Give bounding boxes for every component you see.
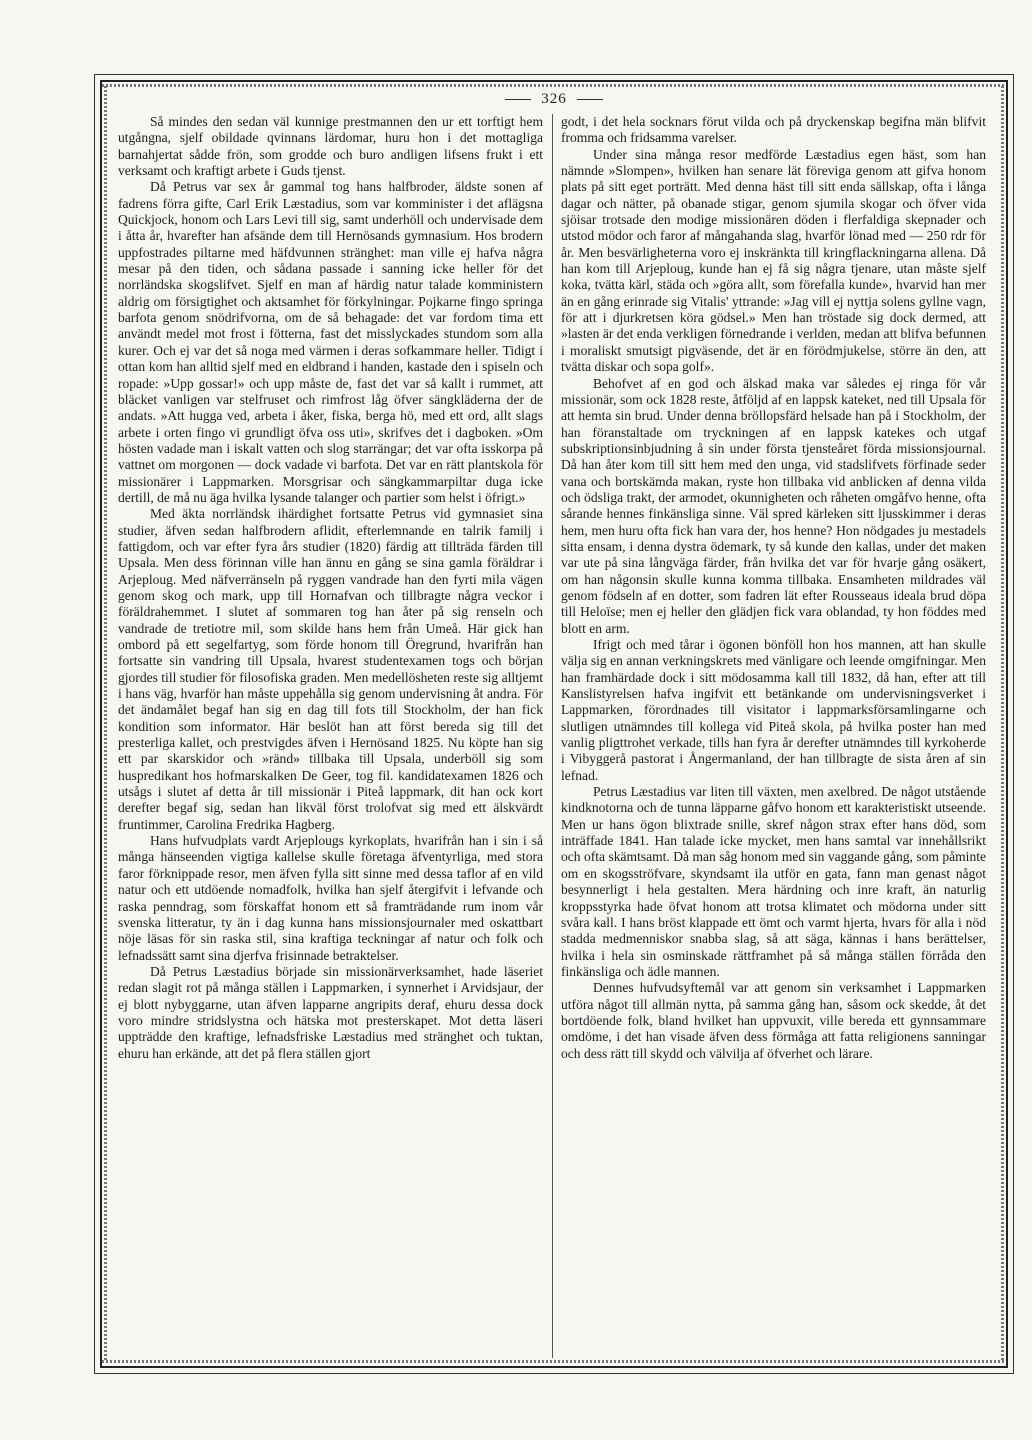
left-paragraph-4: Hans hufvudplats vardt Arjeplougs kyrkoplats, hvarifrån han i sin i så många hänseenden vigtiga kallelse skulle företaga äfventyrliga, med stora faror förknippade resor, men äfven fylla sitt sinne med dessa taflor af en vild natur och ett utdöende nomadfolk, hvilka han sjelf återgifvit i lefvande och raska penndrag, som förskaffat honom ett så framträdande rum inom vår svenska litteratur, ty än i dag kunna hans missionsjournaler med oskattbart nöje läsas för sin raska stil, sina kraftiga teckningar af natur och folk och lefnadssätt samt sina djerfva frisinnade betraktelser. [118,833,543,963]
left-paragraph-2: Då Petrus var sex år gammal tog hans halfbroder, äldste sonen af fadrens förra gifte, Carl Erik Læstadius, som var komminister i det aflägsna Quickjock, honom och Lars Levi till sig, samt underhöll och undervisade dem i åtta år, hvarefter han afsände dem till Hernösands gymnasium. Hos brodern uppfostrades piltarne med häfdvunnen stränghet: man ville ej hafva några mesar på den tiden, och sådana passade i sanning icke heller för det norrländska skogslifvet. Sjelf en man af härdig natur talade komministern aldrig om försigtighet och aktsamhet för förkylningar. Pojkarne fingo springa barfota genom snödrifvorna, om de så behagade: det var fordom tima ett användt medel mot frost i fötterna, fast det misslyckades stundom som alla kurer. Och ej var det så noga med värmen i deras sofkammare heller. Tidigt i ottan kom han alltid sjelf med en eldbrand i handen, kastade den i spiseln och ropade: »Upp gossar!» och upp måste de, fast det var så kallt i rummet, att bläcket vanligen var stelfruset och rimfrost låg öfver sängkläderna der de andats. »Att hugga ved, arbeta i åker, fiska, berga hö, med ett ord, allt slags arbete i orten fingo vi grundligt öfva oss uti», skrifves det i dagboken. »Om hösten vadade man i iskalt vatten och slog starrängar; det var ofta isskorpa på vattnet om morgonen — dock vadade vi barfota. Det var en rätt plantskola för missionärer i Lappmarken. Morsgrisar och sängkammarpiltar duga icke dertill, de må nu äga hvilka lysande talanger och partier som helst i öfrigt.» [118,179,543,505]
page-number: 326 [541,90,567,107]
left-paragraph-5: Då Petrus Læstadius började sin missionärverksamhet, hade läseriet redan slagit rot på många ställen i Lappmarken, i synnerhet i Arvidsjaur, der ej blott nybyggarne, utan äfven lapparne angripits deraf, ehuru dessa dock voro mindre stridslystna och hätska mot presterskapet. Mot detta läseri uppträdde den kraftige, lefnadsfriske Læstadius med stränghet och tuktan, ehuru han erkände, att det på flera ställen gjort [118,963,543,1061]
header-rule-left [505,99,531,100]
right-paragraph-1: godt, i det hela socknars förut vilda och på dryckenskap begifna män blifvit fromma och fridsamma varelser. [561,114,986,146]
left-column [118,114,543,1358]
right-paragraph-3: Behofvet af en god och älskad maka var således ej ringa för vår missionär, som ock 1828 reste, åtföljd af en lappsk kateket, ned till Upsala för att hemta sin brud. Under denna bröllopsfärd helsade han på i Stockholm, der han föranstaltade om tryckningen af en lappsk katekes och utgaf subskriptionsinbjudning å sin under första tjensteåret förda missionsjournal. Då han åter kom till sitt hem med den unga, vid stadslifvets förfinade seder vana och bortskämda makan, ryste hon tillbaka vid anblicken af denna vilda och ödsliga trakt, der armodet, okunnigheten och råheten omgåfvo henne, ofta sårande hennes finkänsliga sinne. Väl spred kärleken sitt ljusskimmer i deras hem, men huru ofta fick han vara der, hos henne? Hon nödgades ju mestadels sitta ensam, i denna dystra ödemark, ty så kunde den kallas, under det maken var ute på sina långväga färder, från hvilka det var för hvarje gång osäkert, om han någonsin skulle kunna komma tillbaka. Ensamheten mildrades väl genom födseln af en dotter, som fadren lät efter Rousseaus ideala brud döpa till Heloïse; men ej heller den glädjen fick vara oblandad, ty hon föddes med blott en arm. [561,375,986,636]
border-ornament-left [104,86,107,1362]
left-paragraph-1: Så mindes den sedan väl kunnige prestmannen den ur ett torftigt hem utgångna, sjelf obildade qvinnans lärdomar, huru hon i det mottagliga barnahjertat sådde frön, som grodde och buro andligen lifsens frukt i ett verksamt och kraftigt arbete i Guds tjenst. [118,114,543,179]
border-ornament-top [102,84,1006,87]
page-header [102,88,1006,110]
border-ornament-right [1001,86,1004,1362]
border-ornament-bottom [102,1360,1006,1363]
column-divider [552,114,553,1358]
right-paragraph-5: Petrus Læstadius var liten till växten, men axelbred. De något utstående kindknotorna och de tunna läpparne gåfvo honom ett karakteristiskt utseende. Men ur hans ögon blixtrade snille, skref någon strax efter hans död, som inträffade 1841. Han talade icke mycket, men hans samtal var innehållsrikt och ofta skämtsamt. Då man såg honom med sin vaggande gång, som påminte om en skogsströfvare, skyndsamt ila utför en gata, fann man genast något besynnerligt i hela gestalten. Mera härdning och inre kraft, än naturlig kroppsstyrka hade öfvat honom att trotsa klimatet och mödorna under sitt svåra kall. I hans bröst klappade ett ömt och varmt hjerta, hvars för alla i nöd stadda medmenniskor snabba slag, så att säga, kännas i hans berättelser, hvilka i hela sin osminskade rättframhet på så många ställen förråda den finkänsliga och ädle mannen. [561,784,986,979]
right-paragraph-4: Ifrigt och med tårar i ögonen bönföll hon hos mannen, att han skulle välja sig en annan verkningskrets med vänligare och leende omgifningar. Men han framhärdade dock i sitt mödosamma kall till 1832, då han, efter att till Kanslistyrelsen hafva ingifvit ett betänkande om undervisningsverket i Lappmarken, förordnades till visitator i lappmarksförsamlingarne och slutligen utnämndes till kollega vid Piteå skola, på hvilka poster han med vanlig pligttrohet verkade, tills han fyra år derefter utnämndes till kyrkoherde i Vibyggerå pastorat i Ångermanland, der han tillbragte de sista åren af sin lefnad. [561,637,986,783]
header-rule-right [577,99,603,100]
right-paragraph-6: Dennes hufvudsyftemål var att genom sin verksamhet i Lappmarken utföra något till allmän nytta, på samma gång han, såsom ock skedde, åt det bortdöende folk, bland hvilket han uppvuxit, ville bereda ett gynnsammare omdöme, i det han visade äfven dess förmåga att fatta religionens sanningar och dess rätt till skydd och välvilja af öfverhet och lärare. [561,980,986,1061]
right-paragraph-2: Under sina många resor medförde Læstadius egen häst, som han nämnde »Slompen», hvilken han senare lät föreviga genom att gifva honom plats på sitt eget porträtt. Med denna häst till sitt enda sällskap, ofta i långa dagar och nätter, på obanade stigar, genom sjumila skogar och öfver vida sjöisar trotsade den modige missionären döden i flerfaldiga skepnader och utstod mödor och faror af mångahanda slag, hvarför lönad med — 250 rdr för år. Men besvärligheterna voro ej inskränkta till kringflackningarna allena. Då han kom till Arjeploug, kunde han ej få sig några tjenare, utan måste sjelf koka, tvätta kärl, städa och »göra allt, som förefalla kunde», hvarvid han mer än en gång erinrade sig Vitalis' yttrande: »Jag vill ej nyttja solens gyllne vagn, för att i djurkretsen köra gödsel.» Men han tröstade sig dock dermed, att »lasten är det enda verkligen förnedrande i verlden, medan att blifva befunnen i moraliskt smutsigt pigväsende, det är en förödmjukelse, större än den, att tvätta diskar och sopa golf». [561,146,986,375]
left-paragraph-3: Med äkta norrländsk ihärdighet fortsatte Petrus vid gymnasiet sina studier, äfven sedan halfbrodern aflidit, efterlemnande en talrik familj i fattigdom, och var efter fyra års studier (1820) färdig att tillträda färden till Upsala. Men dess förinnan ville han ännu en gång se sina gamla föräldrar i Arjeploug. Med näfverränseln på ryggen vandrade han den fyrti mila vägen genom skog och mark, upp till Hornafvan och tillbragte några veckor i föräldrahemmet. I slutet af sommaren tog han åter på sig renseln och vandrade de tretiotre mil, som skilde hans hem från Umeå. Här gick han ombord på ett segelfartyg, som förde honom till Öregrund, hvarifrån han fortsatte sin vandring till Upsala, hvarest studentexamen togs och början gjordes till studier för filosofiska graden. Men medellösheten reste sig alltjemt i hans väg, hvarför han måste uppehålla sig genom undervisning åt andra. För det ändamålet begaf han sig en dag till fots till Stockholm, der han fick kondition som informator. Här beslöt han att först bereda sig till det presterliga kallet, och prestvigdes äfven i Hernösand 1825. Nu köpte han sig ett par skarskidor och »ränd» tillbaka till Upsala, underböll sig som huspredikant hos hofmarskalken De Geer, tog fil. kandidatexamen 1826 och utsågs i slutet af detta år till missionär i Piteå lappmark, dit han ock kort derefter begaf sig, sedan han likväl först trolofvat sig med ett älskvärdt fruntimmer, Carolina Fredrika Hagberg. [118,506,543,832]
right-column [561,114,986,1358]
